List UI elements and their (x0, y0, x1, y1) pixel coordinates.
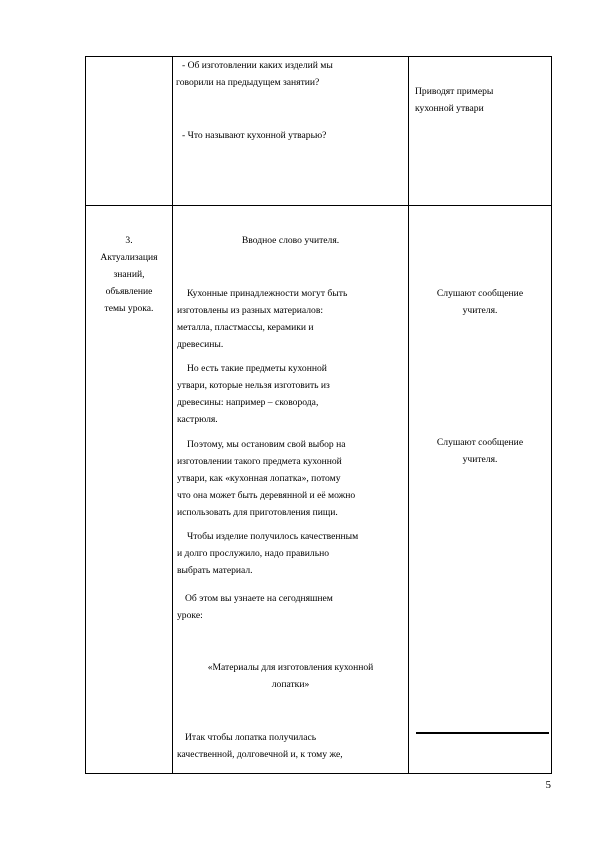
lesson-topic: «Материалы для изготовления кухонной лопатки» (207, 662, 374, 690)
page-number: 5 (545, 779, 551, 791)
teacher-paragraph: Чтобы изделие получилось качественным и долго прослужило, надо правильно выбрать материал. (177, 531, 359, 576)
teacher-question-2: - Что называют кухонной утварью? (182, 130, 327, 141)
students-activity: Слушают сообщение учителя. (436, 437, 524, 465)
teacher-intro-heading: Вводное слово учителя. (241, 235, 340, 246)
table-row-divider (85, 205, 552, 206)
teacher-paragraph: Об этом вы узнаете на сегодняшнем уроке: (177, 593, 333, 621)
students-activity: Приводят примеры кухонной утвари (415, 86, 494, 114)
lesson-stage: 3. Актуализация знаний, объявление темы урока. (100, 235, 158, 314)
students-activity: Слушают сообщение учителя. (436, 288, 524, 316)
teacher-paragraph: Итак чтобы лопатка получилась качественной, долговечной и, к тому же, (177, 732, 343, 760)
teacher-paragraph: Но есть такие предметы кухонной утвари, которые нельзя изготовить из древесины: например – сковорода, кастрюля. (177, 363, 330, 425)
teacher-paragraph: Поэтому, мы остановим свой выбор на изготовлении такого предмета кухонной утвари, как «кухонная лопатка», потому что она может быть деревянной и её можно использовать для приготовления пищи. (177, 439, 356, 518)
table-left-border (85, 56, 86, 774)
teacher-paragraph: Кухонные принадлежности могут быть изготовлены из разных материалов: металла, пластмассы, керамики и древесины. (177, 288, 348, 350)
cell-rule (416, 732, 549, 734)
teacher-question-1: - Об изготовлении каких изделий мы говорили на предыдущем занятии? (176, 60, 333, 88)
table-bottom-border (85, 773, 552, 774)
table-column-divider (408, 56, 409, 774)
table-right-border (551, 56, 552, 774)
